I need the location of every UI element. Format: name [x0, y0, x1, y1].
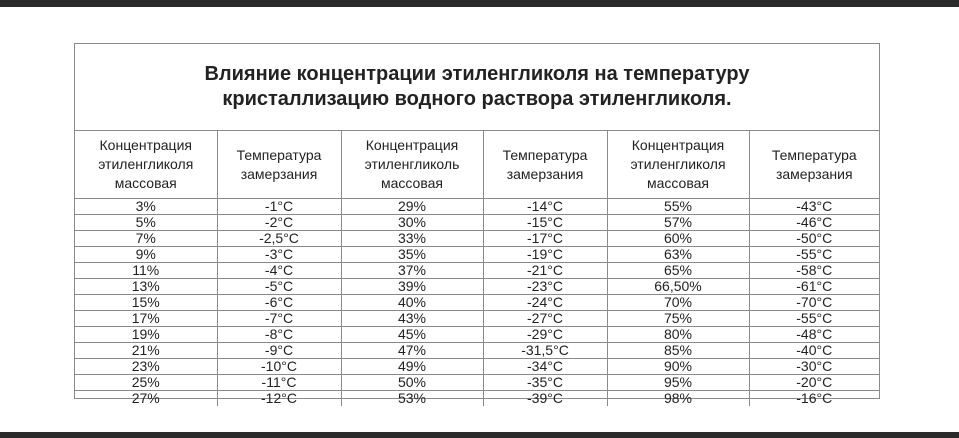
- top-border-bar: [0, 0, 959, 7]
- cell-freezing-temp-3: -70°C: [749, 295, 879, 311]
- table-row: [75, 375, 879, 391]
- cell-freezing-temp-3: -55°C: [749, 311, 879, 327]
- cell-concentration-2: 49%: [341, 359, 483, 375]
- cell-freezing-temp-3: -43°C: [749, 199, 879, 215]
- cell-freezing-temp-3: -40°C: [749, 343, 879, 359]
- cell-concentration-3: 57%: [607, 215, 749, 231]
- cell-concentration-3: 63%: [607, 247, 749, 263]
- table-row: [75, 391, 879, 407]
- cell-concentration-3: 55%: [607, 199, 749, 215]
- cell-freezing-temp-1: -2,5°C: [217, 231, 341, 247]
- cell-freezing-temp-2: -39°C: [483, 391, 607, 407]
- cell-freezing-temp-2: -34°C: [483, 359, 607, 375]
- cell-freezing-temp-2: -14°C: [483, 199, 607, 215]
- freezing-point-table: [75, 131, 879, 406]
- cell-concentration-2: 40%: [341, 295, 483, 311]
- cell-freezing-temp-2: -23°C: [483, 279, 607, 295]
- cell-concentration-1: 15%: [75, 295, 217, 311]
- cell-freezing-temp-1: -11°C: [217, 375, 341, 391]
- header-concentration-2: Концентрация этиленгликоль массовая: [341, 131, 483, 199]
- cell-freezing-temp-2: -31,5°C: [483, 343, 607, 359]
- cell-freezing-temp-3: -30°C: [749, 359, 879, 375]
- cell-freezing-temp-2: -29°C: [483, 327, 607, 343]
- cell-concentration-2: 37%: [341, 263, 483, 279]
- cell-concentration-1: 21%: [75, 343, 217, 359]
- cell-freezing-temp-3: -48°C: [749, 327, 879, 343]
- bottom-border-bar: [0, 432, 959, 438]
- header-row: [75, 131, 879, 199]
- cell-concentration-3: 66,50%: [607, 279, 749, 295]
- cell-freezing-temp-1: -9°C: [217, 343, 341, 359]
- cell-concentration-2: 29%: [341, 199, 483, 215]
- cell-freezing-temp-1: -5°C: [217, 279, 341, 295]
- cell-freezing-temp-3: -55°C: [749, 247, 879, 263]
- cell-freezing-temp-1: -6°C: [217, 295, 341, 311]
- cell-freezing-temp-2: -15°C: [483, 215, 607, 231]
- cell-freezing-temp-2: -19°C: [483, 247, 607, 263]
- cell-freezing-temp-2: -35°C: [483, 375, 607, 391]
- cell-freezing-temp-3: -58°C: [749, 263, 879, 279]
- header-concentration-3: Концентрация этиленгликоля массовая: [607, 131, 749, 199]
- table-row: [75, 279, 879, 295]
- table-title-line-1: Влияние концентрации этиленгликоля на температуру: [204, 63, 750, 85]
- cell-freezing-temp-2: -27°C: [483, 311, 607, 327]
- cell-concentration-2: 53%: [341, 391, 483, 407]
- cell-concentration-1: 11%: [75, 263, 217, 279]
- cell-concentration-1: 7%: [75, 231, 217, 247]
- cell-concentration-3: 85%: [607, 343, 749, 359]
- cell-freezing-temp-3: -20°C: [749, 375, 879, 391]
- cell-concentration-2: 33%: [341, 231, 483, 247]
- cell-concentration-1: 17%: [75, 311, 217, 327]
- cell-freezing-temp-3: -16°C: [749, 391, 879, 407]
- cell-freezing-temp-1: -4°C: [217, 263, 341, 279]
- table-title: [75, 44, 879, 131]
- cell-concentration-1: 9%: [75, 247, 217, 263]
- cell-concentration-3: 60%: [607, 231, 749, 247]
- table-row: [75, 359, 879, 375]
- cell-concentration-3: 75%: [607, 311, 749, 327]
- table-row: [75, 231, 879, 247]
- cell-concentration-2: 30%: [341, 215, 483, 231]
- table-row: [75, 343, 879, 359]
- cell-concentration-3: 80%: [607, 327, 749, 343]
- cell-freezing-temp-1: -7°C: [217, 311, 341, 327]
- header-freezing-temp-1: Температура замерзания: [217, 131, 341, 199]
- cell-concentration-3: 70%: [607, 295, 749, 311]
- cell-concentration-1: 23%: [75, 359, 217, 375]
- cell-freezing-temp-2: -24°C: [483, 295, 607, 311]
- cell-freezing-temp-2: -21°C: [483, 263, 607, 279]
- cell-freezing-temp-1: -1°C: [217, 199, 341, 215]
- table-row: [75, 199, 879, 215]
- cell-freezing-temp-1: -3°C: [217, 247, 341, 263]
- table-row: [75, 247, 879, 263]
- cell-concentration-1: 5%: [75, 215, 217, 231]
- header-concentration-1: Концентрация этиленгликоля массовая: [75, 131, 217, 199]
- cell-freezing-temp-3: -50°C: [749, 231, 879, 247]
- cell-concentration-3: 90%: [607, 359, 749, 375]
- cell-freezing-temp-3: -61°C: [749, 279, 879, 295]
- cell-freezing-temp-1: -12°C: [217, 391, 341, 407]
- cell-concentration-3: 95%: [607, 375, 749, 391]
- cell-freezing-temp-1: -8°C: [217, 327, 341, 343]
- cell-concentration-1: 13%: [75, 279, 217, 295]
- cell-freezing-temp-1: -2°C: [217, 215, 341, 231]
- header-freezing-temp-3: Температура замерзания: [749, 131, 879, 199]
- cell-freezing-temp-3: -46°C: [749, 215, 879, 231]
- cell-concentration-3: 65%: [607, 263, 749, 279]
- table-row: [75, 311, 879, 327]
- table-row: [75, 263, 879, 279]
- table-row: [75, 215, 879, 231]
- cell-concentration-2: 35%: [341, 247, 483, 263]
- cell-concentration-1: 3%: [75, 199, 217, 215]
- cell-concentration-2: 39%: [341, 279, 483, 295]
- cell-concentration-2: 43%: [341, 311, 483, 327]
- cell-concentration-2: 45%: [341, 327, 483, 343]
- table-row: [75, 295, 879, 311]
- table-title-line-2: кристаллизацию водного раствора этиленгликоля.: [222, 88, 732, 110]
- cell-concentration-2: 47%: [341, 343, 483, 359]
- table-body: [75, 199, 879, 407]
- cell-concentration-2: 50%: [341, 375, 483, 391]
- cell-freezing-temp-1: -10°C: [217, 359, 341, 375]
- cell-freezing-temp-2: -17°C: [483, 231, 607, 247]
- table-row: [75, 327, 879, 343]
- freezing-point-table-frame: [74, 43, 880, 406]
- cell-concentration-3: 98%: [607, 391, 749, 407]
- cell-concentration-1: 19%: [75, 327, 217, 343]
- cell-concentration-1: 27%: [75, 391, 217, 407]
- cell-concentration-1: 25%: [75, 375, 217, 391]
- header-freezing-temp-2: Температура замерзания: [483, 131, 607, 199]
